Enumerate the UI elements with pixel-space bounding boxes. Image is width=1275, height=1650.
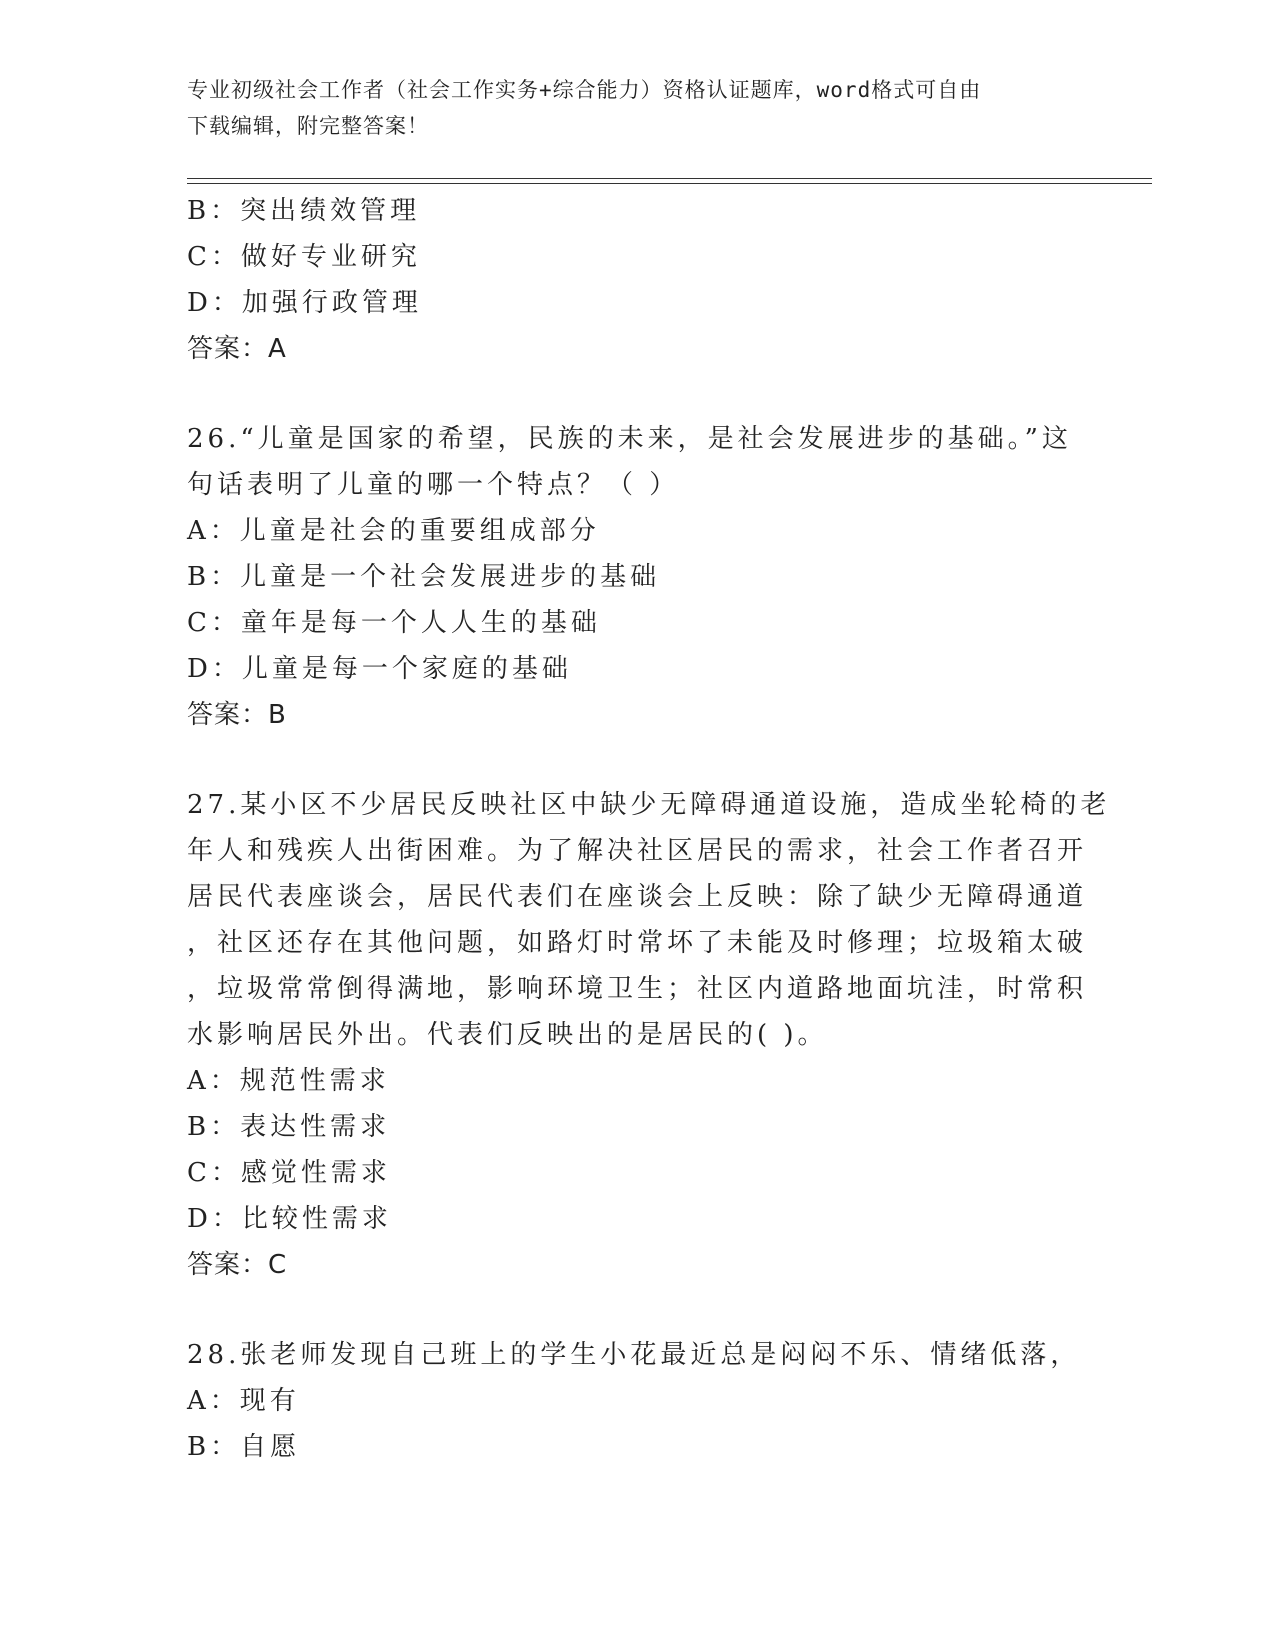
question-stem-line: 年人和残疾人出街困难。为了解决社区居民的需求，社会工作者召开 (187, 836, 1088, 866)
option-a: A：儿童是社会的重要组成部分 (187, 516, 600, 546)
option-b: B：自愿 (187, 1432, 301, 1462)
question-stem-line: 27.某小区不少居民反映社区中缺少无障碍通道设施，造成坐轮椅的老 (187, 790, 1111, 820)
header-line-1: 专业初级社会工作者（社会工作实务+综合能力）资格认证题库，word格式可自由 (187, 78, 982, 102)
question-stem-line: 水影响居民外出。代表们反映出的是居民的( )。 (187, 1020, 828, 1050)
question-content (187, 188, 1111, 1470)
question-stem-line: 居民代表座谈会，居民代表们在座谈会上反映：除了缺少无障碍通道 (187, 882, 1088, 912)
option-a: A：现有 (187, 1386, 300, 1416)
prev-question (187, 188, 1067, 372)
header-rule-bottom (187, 183, 1152, 184)
option-b: B：儿童是一个社会发展进步的基础 (187, 562, 661, 592)
question-26 (187, 416, 1072, 738)
answer-line: 答案：B (187, 700, 287, 730)
option-a: A：规范性需求 (187, 1066, 390, 1096)
option-d: D：儿童是每一个家庭的基础 (187, 654, 572, 684)
question-stem-line: 28.张老师发现自己班上的学生小花最近总是闷闷不乐、情绪低落， (187, 1340, 1081, 1370)
option-c: C：做好专业研究 (187, 242, 421, 272)
option-b: B：表达性需求 (187, 1112, 391, 1142)
answer-line: 答案：A (187, 334, 287, 364)
page-header (187, 72, 1087, 144)
question-stem-line: ，社区还存在其他问题，如路灯时常坏了未能及时修理；垃圾箱太破 (187, 928, 1088, 958)
header-rule-top (187, 178, 1152, 179)
option-d: D：加强行政管理 (187, 288, 422, 318)
option-b: B：突出绩效管理 (187, 196, 421, 226)
option-c: C：童年是每一个人人生的基础 (187, 608, 601, 638)
question-stem-line: ，垃圾常常倒得满地，影响环境卫生；社区内道路地面坑洼，时常积 (187, 974, 1088, 1004)
option-d: D：比较性需求 (187, 1204, 392, 1234)
answer-line: 答案：C (187, 1250, 288, 1280)
option-c: C：感觉性需求 (187, 1158, 391, 1188)
header-line-2: 下载编辑，附完整答案！ (187, 114, 429, 138)
spacer (187, 738, 1067, 782)
question-28 (187, 1332, 1081, 1470)
spacer (187, 1288, 1067, 1332)
question-stem-line: 26.“儿童是国家的希望，民族的未来，是社会发展进步的基础。”这 (187, 424, 1072, 454)
question-27 (187, 782, 1111, 1288)
spacer (187, 372, 1067, 416)
question-stem-line: 句话表明了儿童的哪一个特点？（ ） (187, 470, 680, 500)
